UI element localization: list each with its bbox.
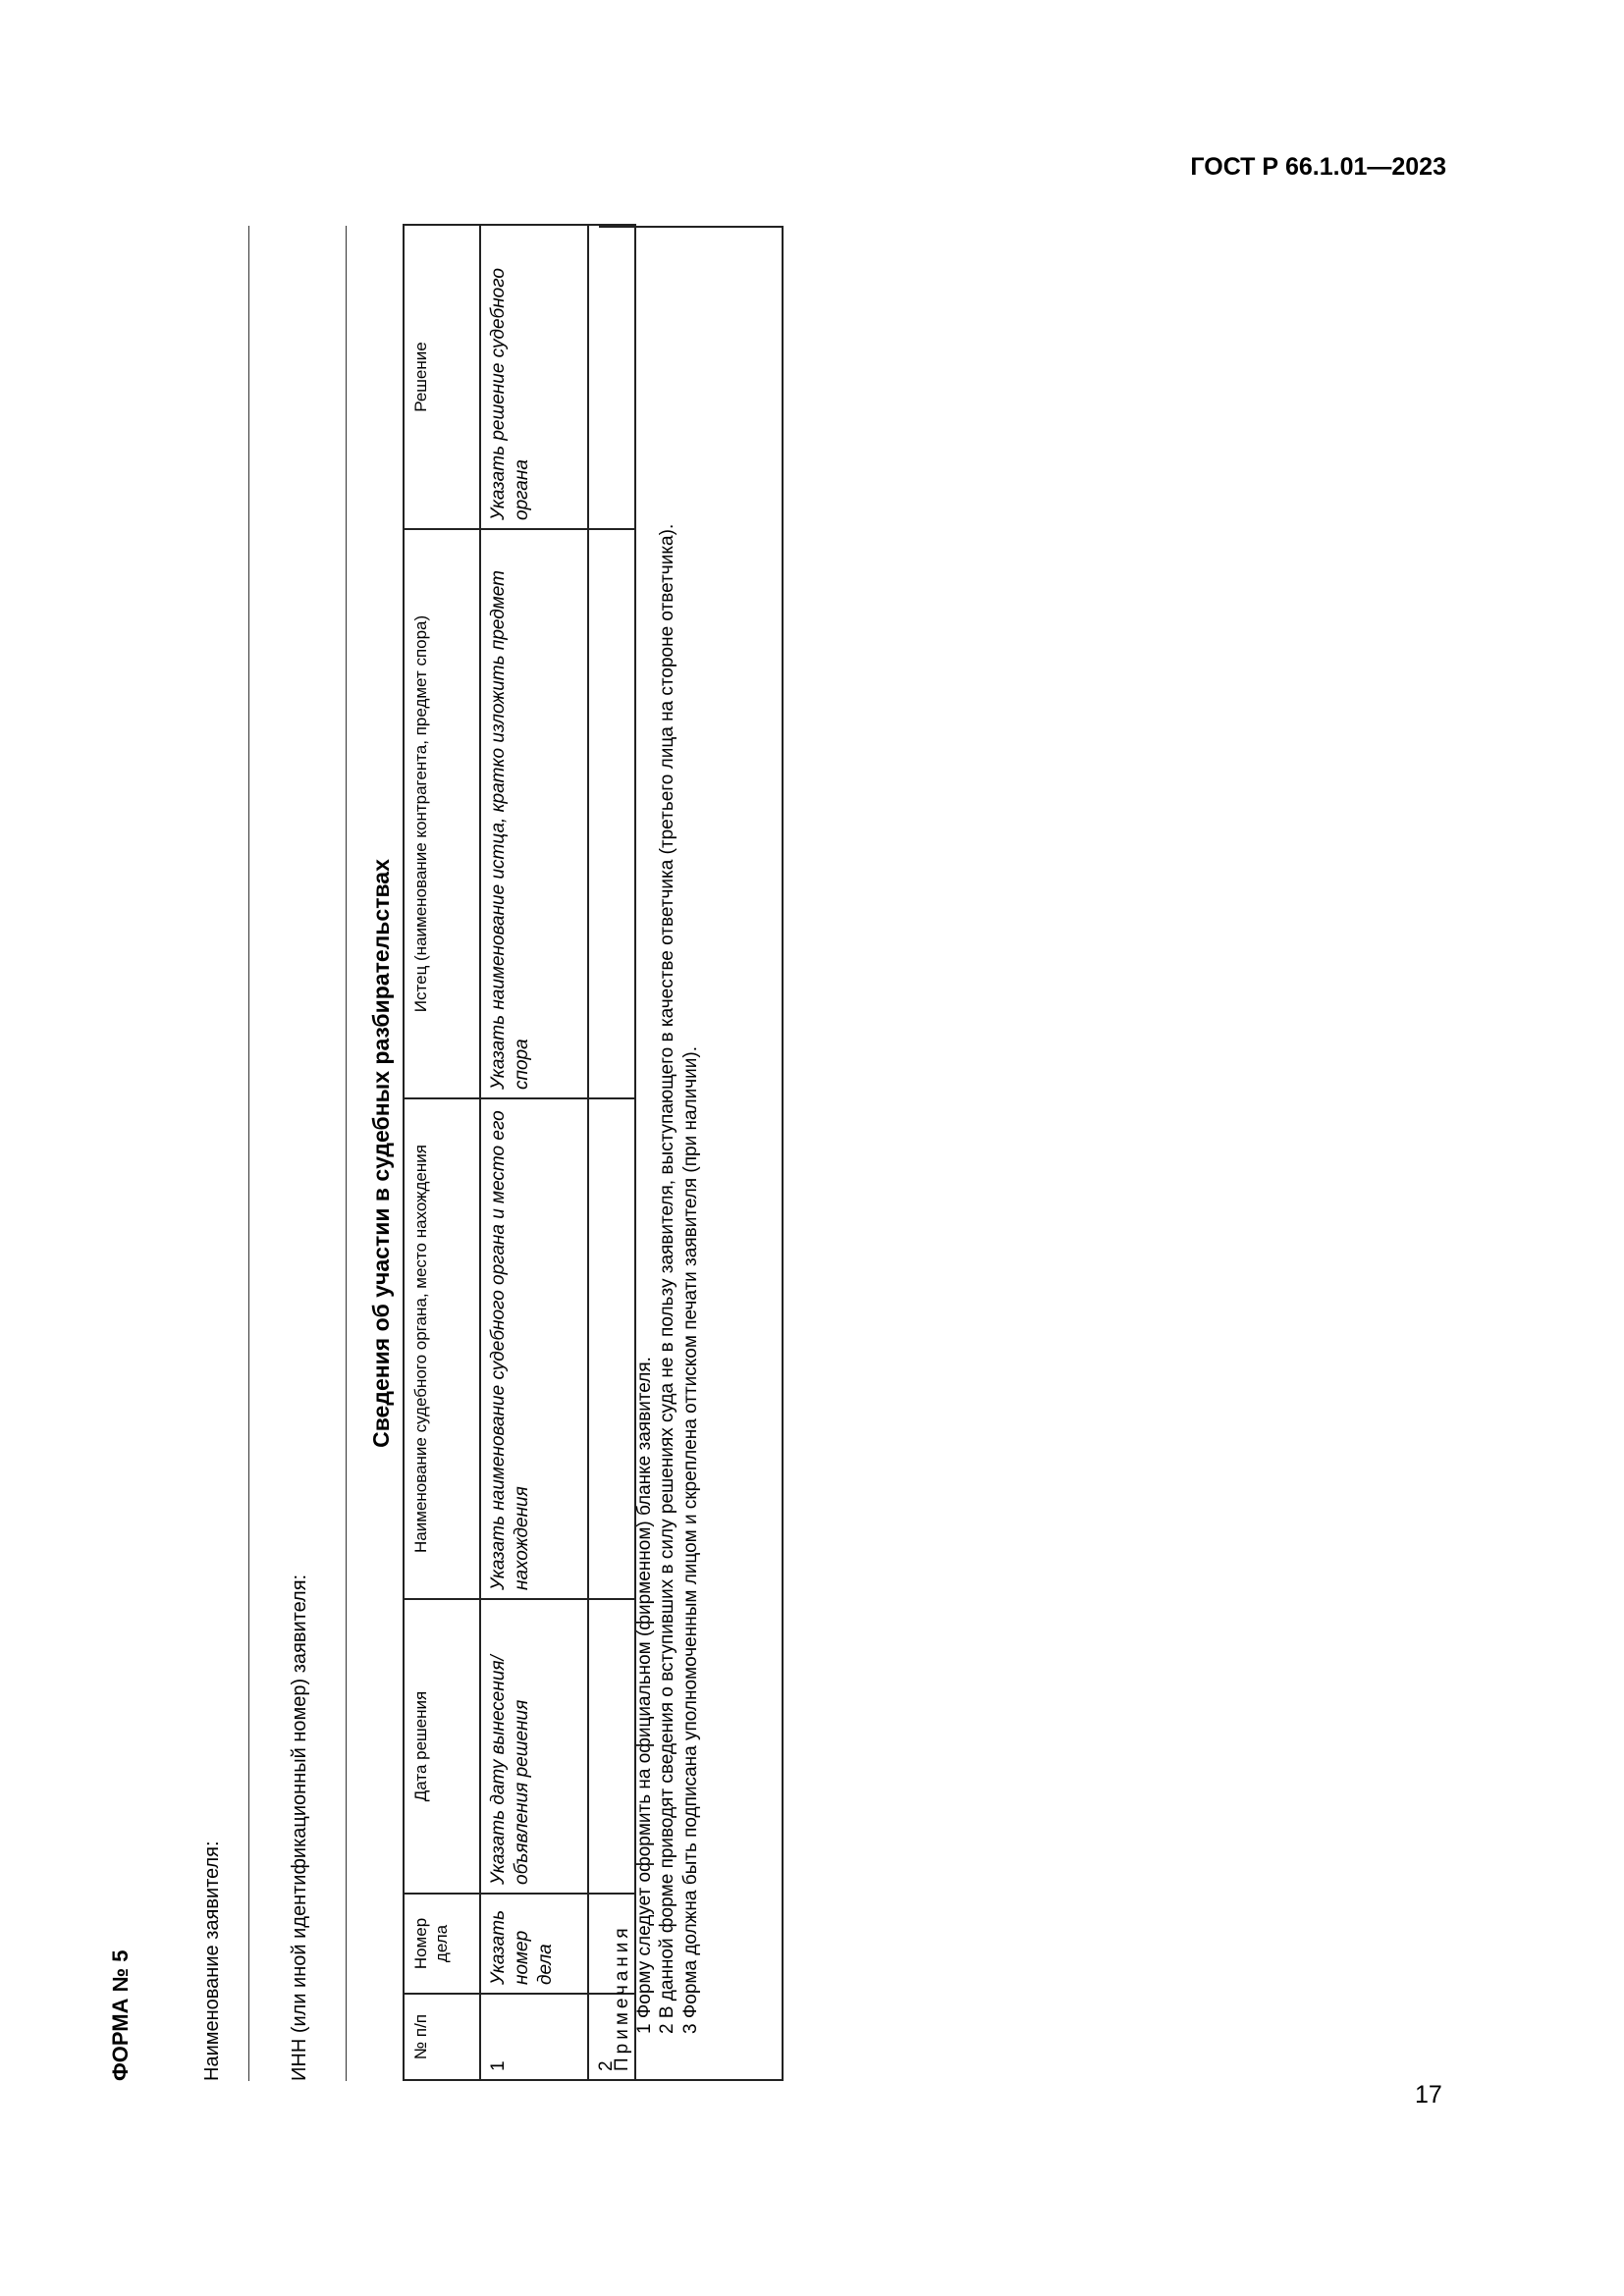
notes <box>611 226 702 2081</box>
note-item: 1 Форму следует оформить на официальном (фирменном) бланке заявителя. <box>634 1357 656 2034</box>
col-header-plaintiff: Истец (наименование контрагента, предмет спора) <box>404 529 480 1098</box>
note-item: 2 В данной форме приводят сведения о вступивших в силу решениях суда не в пользу заявителя, выступающего в качестве ответчика (третьего лица на стороне ответчика). <box>657 523 678 2034</box>
table-title: Сведения об участии в судебных разбирательствах <box>368 859 394 1448</box>
page-number: 17 <box>1415 2081 1442 2109</box>
cell-court: Указать наименование судебного органа и место его нахождения <box>480 1098 588 1599</box>
col-header-court: Наименование судебного органа, место нахождения <box>404 1098 480 1599</box>
applicant-name-label: Наименование заявителя: <box>201 1841 223 2081</box>
table-row <box>480 225 588 2080</box>
col-header-decision: Решение <box>404 225 480 529</box>
cell-plaintiff: Указать наименование истца, кратко изложить предмет спора <box>480 529 588 1098</box>
inn-line <box>346 226 347 2081</box>
cell-case-number: Указать номер дела <box>480 1894 588 1994</box>
form-title: ФОРМА № 5 <box>108 1949 133 2081</box>
standard-code: ГОСТ Р 66.1.01—2023 <box>1190 153 1446 181</box>
note-item: 3 Форма должна быть подписана уполномоченным лицом и скреплена оттиском печати заявителя (при наличии). <box>679 1046 701 2034</box>
cell-number: 1 <box>480 1994 588 2080</box>
table-header-row <box>404 225 480 2080</box>
col-header-case-number: Номер дела <box>404 1894 480 1994</box>
notes-title: Примечания <box>612 1924 632 2071</box>
col-header-number: № п/п <box>404 1994 480 2080</box>
cell-decision-date: Указать дату вынесения/объявления решения <box>480 1599 588 1894</box>
col-header-decision-date: Дата решения <box>404 1599 480 1894</box>
cell-decision: Указать решение судебного органа <box>480 225 588 529</box>
cell-number: 2 <box>588 1994 635 2080</box>
rotated-form-body <box>103 216 830 2081</box>
applicant-name-line <box>248 226 249 2081</box>
inn-label: ИНН (или иной идентификационный номер) заявителя: <box>289 1574 310 2081</box>
